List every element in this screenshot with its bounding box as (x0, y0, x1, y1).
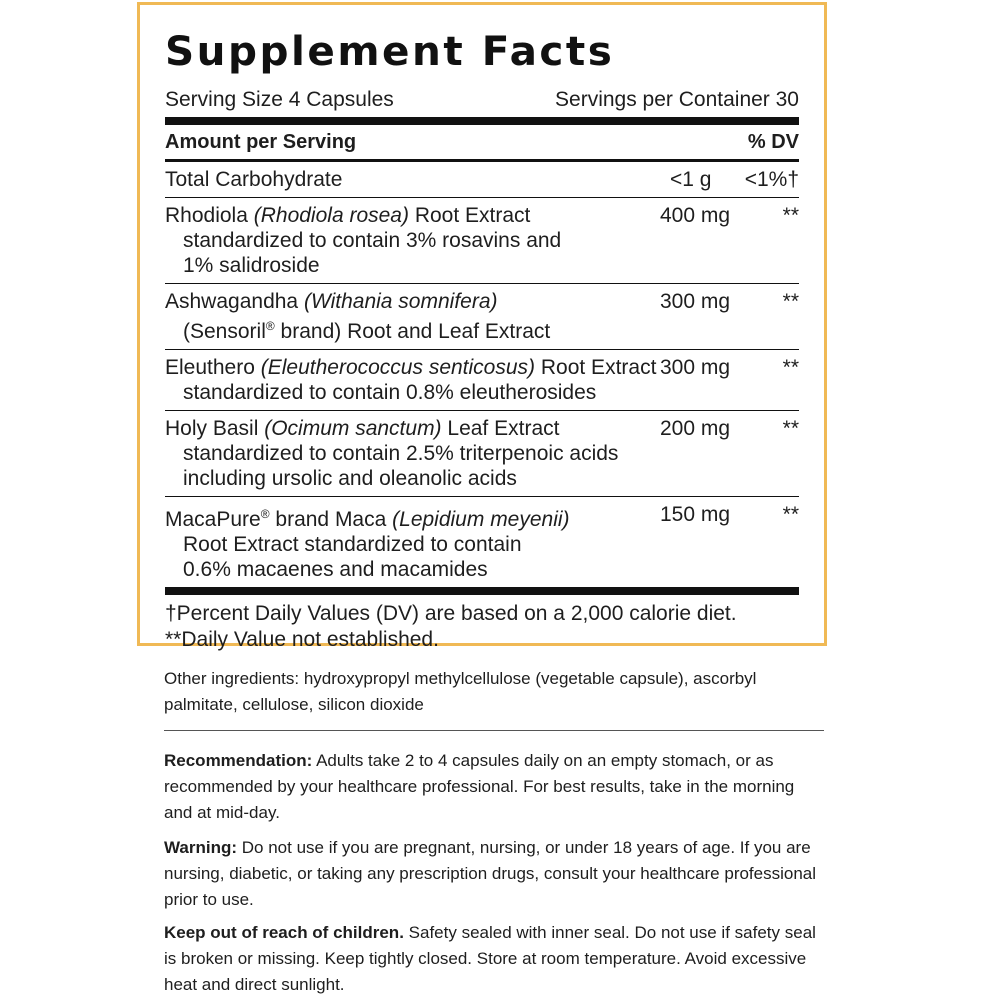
other-ingredients: Other ingredients: hydroxypropyl methylcellulose (vegetable capsule), ascorbyl palmitate, cellulose, silicon dioxide (164, 666, 824, 731)
ingredient-amount: 400 mg (660, 204, 731, 227)
ingredient-amount: 300 mg (660, 290, 731, 313)
table-row-rhodiola (165, 198, 799, 284)
table-row-eleuthero (165, 350, 799, 411)
serving-size: Serving Size 4 Capsules (165, 88, 394, 111)
ingredient-amount: 150 mg (660, 503, 731, 526)
ingredient-amount: 200 mg (660, 417, 731, 440)
keep-out-text: Safety sealed with inner seal. Do not use if safety seal is broken or missing. Keep tightly closed. Store at room temperature. Avoid excessive heat and direct sunlight. (164, 923, 816, 994)
recommendation-paragraph (164, 748, 824, 826)
storage-paragraph (164, 920, 824, 998)
ingredient-dv: ** (782, 356, 799, 379)
ingredient-dv: <1%† (744, 168, 799, 191)
ingredient-dv: ** (782, 204, 799, 227)
ingredient-name: Ashwagandha (Withania somnifera) (Sensoril® brand) Root and Leaf Extract (165, 290, 551, 343)
recommendation-label: Recommendation: (164, 751, 313, 770)
footnote-dv-not-established: **Daily Value not established. (165, 628, 439, 651)
footnotes (165, 595, 799, 653)
supplement-facts-content (165, 27, 799, 651)
servings-per-container: Servings per Container 30 (555, 88, 799, 111)
dv-header: % DV (747, 131, 799, 153)
ingredient-dv: ** (782, 503, 799, 526)
table-row-macapure (165, 497, 799, 595)
panel-title: Supplement Facts (165, 27, 615, 75)
serving-info (165, 87, 799, 125)
footnote-dv-basis: †Percent Daily Values (DV) are based on a 2,000 calorie diet. (165, 602, 737, 625)
ingredient-name: Rhodiola (Rhodiola rosea) Root Extract standardized to contain 3% rosavins and 1% salidroside (165, 204, 562, 277)
ingredient-name: Eleuthero (Eleutherococcus senticosus) Root Extract standardized to contain 0.8% eleutherosides (165, 356, 657, 404)
warning-text: Do not use if you are pregnant, nursing, or under 18 years of age. If you are nursing, diabetic, or taking any prescription drugs, consult your healthcare professional prior to use. (164, 838, 817, 909)
table-row-total-carbohydrate (165, 162, 799, 198)
supplement-facts-panel (137, 2, 827, 651)
recommendation-text: Adults take 2 to 4 capsules daily on an empty stomach, or as recommended by your healthcare professional. For best results, take in the morning and at mid-day. (164, 751, 795, 822)
ingredient-dv: ** (782, 417, 799, 440)
ingredient-amount: 300 mg (660, 356, 731, 379)
ingredient-amount: <1 g (670, 168, 712, 191)
ingredient-name: MacaPure® brand Maca (Lepidium meyenii) Root Extract standardized to contain 0.6% macaenes and macamides (165, 507, 570, 581)
table-header (165, 125, 799, 162)
keep-out-label: Keep out of reach of children. (164, 923, 404, 942)
ingredient-dv: ** (782, 290, 799, 313)
ingredient-name: Holy Basil (Ocimum sanctum) Leaf Extract standardized to contain 2.5% triterpenoic acids including ursolic and oleanolic acids (165, 417, 619, 490)
warning-label: Warning: (164, 838, 238, 857)
warning-paragraph (164, 835, 824, 913)
table-row-ashwagandha (165, 284, 799, 350)
amount-header: Amount per Serving (165, 131, 357, 153)
ingredient-name: Total Carbohydrate (165, 168, 343, 191)
table-row-holy-basil (165, 411, 799, 497)
